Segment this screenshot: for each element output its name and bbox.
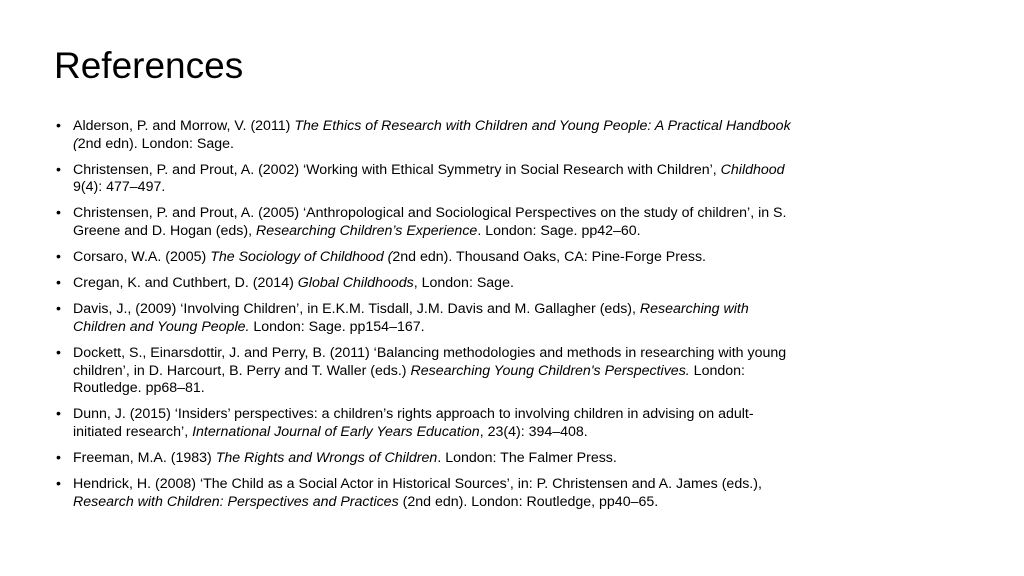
reference-text: . London: The Falmer Press. (437, 449, 617, 466)
reference-text: 2nd edn). Thousand Oaks, CA: Pine-Forge Press. (392, 249, 706, 266)
reference-text: Cregan, K. and Cuthbert, D. (2014) (73, 275, 298, 292)
bullet-icon: • (56, 301, 61, 318)
reference-text: Davis, J., (2009) ‘Involving Children’, in E.K.M. Tisdall, J.M. Davis and M. Gallagher (eds), (73, 301, 640, 318)
reference-text: . London: Sage. pp42–60. (477, 222, 641, 239)
reference-text: London: Sage. pp154–167. (249, 318, 425, 335)
reference-title-text: Research with Children: Perspectives and Practices (73, 493, 399, 510)
bullet-icon: • (56, 118, 61, 134)
reference-title-text: Researching Young Children's Perspectives. (410, 362, 690, 379)
reference-text: Freeman, M.A. (1983) (73, 449, 216, 466)
reference-item (56, 345, 801, 398)
reference-text: , 23(4): 394–408. (479, 423, 588, 440)
reference-item (56, 450, 801, 468)
reference-item (56, 476, 801, 511)
reference-title-text: Global Childhoods (297, 275, 414, 292)
reference-title-text: The Ethics of Research with Children and Young People: A Practical Handbook ( (73, 118, 791, 152)
bullet-icon: • (56, 161, 61, 178)
bullet-icon: • (56, 205, 61, 222)
reference-title-text: The Sociology of Childhood ( (210, 249, 393, 266)
reference-item (56, 205, 801, 240)
reference-item (56, 118, 801, 153)
reference-text: Corsaro, W.A. (2005) (73, 249, 211, 266)
reference-text: Alderson, P. and Morrow, V. (2011) (73, 118, 295, 134)
reference-text: Dunn, J. (2015) ‘Insiders’ perspectives: a children’s rights approach to involving children in advising on adult-initiated research’, (73, 406, 754, 440)
reference-item (56, 406, 801, 441)
reference-item (56, 249, 801, 267)
reference-text: (2nd edn). London: Routledge, pp40–65. (398, 493, 659, 510)
reference-item (56, 162, 801, 197)
bullet-icon: • (56, 344, 61, 361)
reference-text: , London: Sage. (413, 275, 514, 292)
reference-title-text: Researching with Children and Young People. (73, 301, 749, 335)
bullet-icon: • (56, 449, 61, 466)
reference-text: 9(4): 477–497. (73, 179, 166, 196)
bullet-icon: • (56, 275, 61, 292)
reference-title-text: Researching Children’s Experience (255, 222, 478, 239)
reference-item (56, 301, 801, 336)
slide-title: References (54, 45, 244, 86)
reference-list (56, 118, 801, 520)
reference-text: London: Routledge. pp68–81. (73, 362, 745, 397)
bullet-icon: • (56, 406, 61, 423)
reference-text: Christensen, P. and Prout, A. (2005) ‘Anthropological and Sociological Perspectives on the study of children’, in S. Greene and D. Hogan (eds), (73, 205, 787, 239)
bullet-icon: • (56, 476, 61, 492)
reference-text: Hendrick, H. (2008) ‘The Child as a Social Actor in Historical Sources’, in: P. Christensen and A. James (eds.), (73, 476, 762, 492)
reference-text: Christensen, P. and Prout, A. (2002) ‘Working with Ethical Symmetry in Social Research with Children’, (73, 161, 721, 178)
reference-title-text: The Rights and Wrongs of Children (215, 449, 438, 466)
bullet-icon: • (56, 249, 61, 266)
reference-title-text: Childhood (720, 161, 785, 178)
reference-item (56, 275, 801, 293)
reference-title-text: International Journal of Early Years Education (192, 423, 480, 440)
reference-text: 2nd edn). London: Sage. (77, 135, 234, 152)
reference-text: Dockett, S., Einarsdottir, J. and Perry, B. (2011) ‘Balancing methodologies and methods in researching with young children’, in D. Harcourt, B. Perry and T. Waller (eds.) (73, 344, 787, 379)
